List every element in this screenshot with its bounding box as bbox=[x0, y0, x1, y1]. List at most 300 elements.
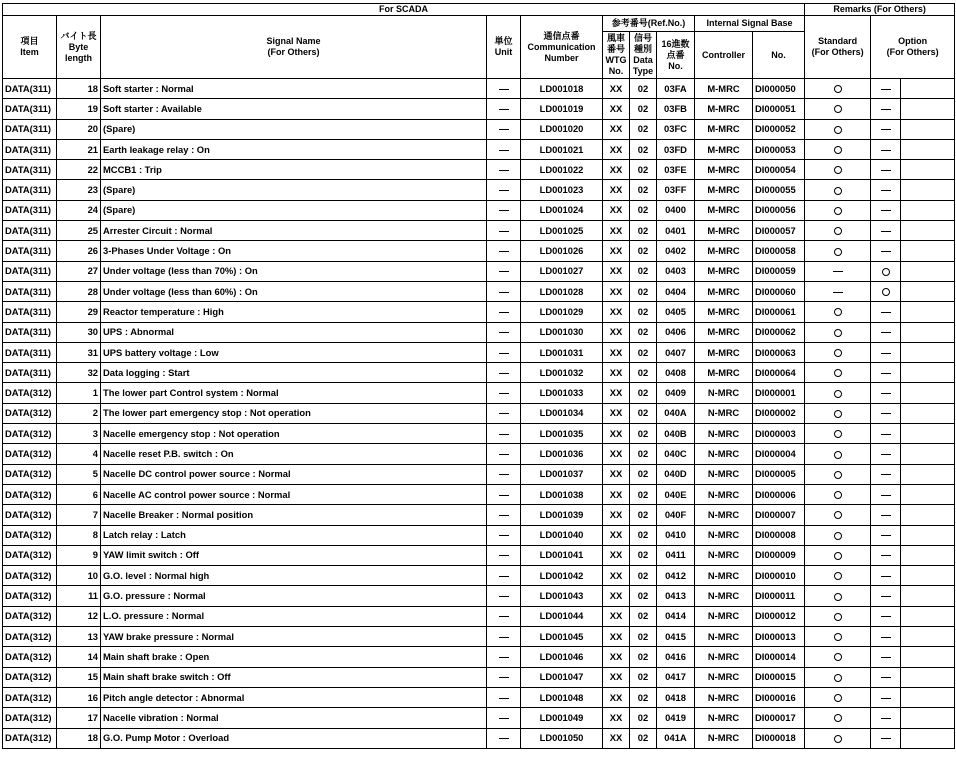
wtg-no-cell: XX bbox=[603, 322, 630, 342]
dash-mark-icon bbox=[881, 190, 891, 191]
table-body bbox=[3, 79, 955, 749]
unit-cell bbox=[487, 180, 521, 200]
hex-no-cell: 03FD bbox=[657, 139, 695, 159]
dash-mark-icon bbox=[499, 231, 509, 232]
table-row bbox=[3, 342, 955, 362]
communication-number-cell: LD001021 bbox=[521, 139, 603, 159]
hex-no-cell: 040A bbox=[657, 403, 695, 423]
hex-no-cell: 040B bbox=[657, 424, 695, 444]
signal-name-cell: The lower part emergency stop : Not operation bbox=[101, 403, 487, 423]
signal-name-cell: Latch relay : Latch bbox=[101, 525, 487, 545]
dash-mark-icon bbox=[881, 718, 891, 719]
item-cell: DATA(312) bbox=[3, 708, 57, 728]
ref-no-header: 参考番号(Ref.No.) bbox=[603, 16, 695, 32]
hex-no-cell: 03FF bbox=[657, 180, 695, 200]
circle-mark-icon bbox=[834, 572, 842, 580]
data-type-cell: 02 bbox=[630, 221, 657, 241]
controller-cell: N-MRC bbox=[695, 687, 753, 707]
controller-cell: N-MRC bbox=[695, 627, 753, 647]
byte-length-cell: 4 bbox=[57, 444, 101, 464]
option-cell bbox=[871, 464, 901, 484]
hex-no-cell: 040D bbox=[657, 464, 695, 484]
communication-number-cell: LD001046 bbox=[521, 647, 603, 667]
table-row bbox=[3, 261, 955, 281]
internal-no-cell: DI000005 bbox=[753, 464, 805, 484]
standard-cell bbox=[805, 160, 871, 180]
standard-cell bbox=[805, 241, 871, 261]
wtg-no-cell: XX bbox=[603, 505, 630, 525]
option-cell bbox=[871, 444, 901, 464]
standard-cell bbox=[805, 647, 871, 667]
signal-name-cell: YAW brake pressure : Normal bbox=[101, 627, 487, 647]
communication-number-cell: LD001029 bbox=[521, 302, 603, 322]
data-type-cell: 02 bbox=[630, 261, 657, 281]
unit-cell bbox=[487, 667, 521, 687]
item-cell: DATA(311) bbox=[3, 139, 57, 159]
signal-name-cell: Nacelle reset P.B. switch : On bbox=[101, 444, 487, 464]
internal-no-cell: DI000015 bbox=[753, 667, 805, 687]
option-cell bbox=[871, 728, 901, 748]
signal-name-cell: (Spare) bbox=[101, 200, 487, 220]
item-cell: DATA(311) bbox=[3, 261, 57, 281]
signal-name-cell: Arrester Circuit : Normal bbox=[101, 221, 487, 241]
circle-mark-icon bbox=[834, 166, 842, 174]
communication-number-cell: LD001023 bbox=[521, 180, 603, 200]
wtg-no-cell: XX bbox=[603, 241, 630, 261]
controller-cell: N-MRC bbox=[695, 444, 753, 464]
hex-no-cell: 040E bbox=[657, 484, 695, 504]
table-row bbox=[3, 505, 955, 525]
option-cell bbox=[871, 545, 901, 565]
data-type-cell: 02 bbox=[630, 302, 657, 322]
internal-no-cell: DI000009 bbox=[753, 545, 805, 565]
communication-number-cell: LD001043 bbox=[521, 586, 603, 606]
wtg-no-cell: XX bbox=[603, 200, 630, 220]
standard-cell bbox=[805, 119, 871, 139]
dash-mark-icon bbox=[499, 109, 509, 110]
for-scada-header: For SCADA bbox=[3, 4, 805, 16]
table-row bbox=[3, 160, 955, 180]
dash-mark-icon bbox=[881, 434, 891, 435]
standard-cell bbox=[805, 383, 871, 403]
controller-cell: M-MRC bbox=[695, 302, 753, 322]
data-type-cell: 02 bbox=[630, 342, 657, 362]
table-row bbox=[3, 363, 955, 383]
item-cell: DATA(311) bbox=[3, 160, 57, 180]
byte-length-cell: 7 bbox=[57, 505, 101, 525]
dash-mark-icon bbox=[499, 89, 509, 90]
option-extra-cell bbox=[901, 160, 955, 180]
communication-number-cell: LD001035 bbox=[521, 424, 603, 444]
controller-cell: M-MRC bbox=[695, 119, 753, 139]
data-type-cell: 02 bbox=[630, 627, 657, 647]
signal-list-table bbox=[2, 3, 955, 749]
signal-name-cell: UPS battery voltage : Low bbox=[101, 342, 487, 362]
internal-no-cell: DI000061 bbox=[753, 302, 805, 322]
table-row bbox=[3, 728, 955, 748]
unit-cell bbox=[487, 687, 521, 707]
unit-cell bbox=[487, 322, 521, 342]
hex-no-cell: 041A bbox=[657, 728, 695, 748]
wtg-no-cell: XX bbox=[603, 667, 630, 687]
option-extra-cell bbox=[901, 342, 955, 362]
standard-cell bbox=[805, 363, 871, 383]
data-type-cell: 02 bbox=[630, 281, 657, 301]
item-cell: DATA(312) bbox=[3, 545, 57, 565]
dash-mark-icon bbox=[881, 677, 891, 678]
wtg-no-cell: XX bbox=[603, 484, 630, 504]
dash-mark-icon bbox=[881, 89, 891, 90]
signal-name-cell: Reactor temperature : High bbox=[101, 302, 487, 322]
byte-length-cell: 6 bbox=[57, 484, 101, 504]
standard-cell bbox=[805, 322, 871, 342]
circle-mark-icon bbox=[834, 146, 842, 154]
internal-no-cell: DI000003 bbox=[753, 424, 805, 444]
dash-mark-icon bbox=[499, 698, 509, 699]
dash-mark-icon bbox=[499, 170, 509, 171]
option-extra-cell bbox=[901, 403, 955, 423]
option-cell bbox=[871, 708, 901, 728]
communication-number-cell: LD001044 bbox=[521, 606, 603, 626]
data-type-cell: 02 bbox=[630, 708, 657, 728]
standard-cell bbox=[805, 221, 871, 241]
item-cell: DATA(311) bbox=[3, 363, 57, 383]
internal-no-cell: DI000053 bbox=[753, 139, 805, 159]
standard-cell bbox=[805, 545, 871, 565]
option-cell bbox=[871, 200, 901, 220]
dash-mark-icon bbox=[881, 109, 891, 110]
signal-name-cell: Pitch angle detector : Abnormal bbox=[101, 687, 487, 707]
byte-length-cell: 24 bbox=[57, 200, 101, 220]
wtg-no-cell: XX bbox=[603, 160, 630, 180]
controller-cell: M-MRC bbox=[695, 363, 753, 383]
internal-no-cell: DI000058 bbox=[753, 241, 805, 261]
circle-mark-icon bbox=[834, 511, 842, 519]
hex-no-cell: 0400 bbox=[657, 200, 695, 220]
table-row bbox=[3, 79, 955, 99]
item-cell: DATA(311) bbox=[3, 342, 57, 362]
internal-no-cell: DI000057 bbox=[753, 221, 805, 241]
communication-number-cell: LD001050 bbox=[521, 728, 603, 748]
item-cell: DATA(312) bbox=[3, 444, 57, 464]
standard-cell bbox=[805, 708, 871, 728]
circle-mark-icon bbox=[834, 633, 842, 641]
internal-no-cell: DI000017 bbox=[753, 708, 805, 728]
byte-length-header: バイト長 Byte length bbox=[57, 16, 101, 79]
option-cell bbox=[871, 302, 901, 322]
standard-cell bbox=[805, 667, 871, 687]
circle-mark-icon bbox=[834, 227, 842, 235]
byte-length-cell: 8 bbox=[57, 525, 101, 545]
option-cell bbox=[871, 99, 901, 119]
hex-no-cell: 0408 bbox=[657, 363, 695, 383]
data-type-cell: 02 bbox=[630, 363, 657, 383]
unit-cell bbox=[487, 221, 521, 241]
dash-mark-icon bbox=[881, 251, 891, 252]
dash-mark-icon bbox=[881, 515, 891, 516]
controller-cell: M-MRC bbox=[695, 180, 753, 200]
communication-number-cell: LD001020 bbox=[521, 119, 603, 139]
unit-cell bbox=[487, 281, 521, 301]
circle-mark-icon bbox=[834, 714, 842, 722]
option-extra-cell bbox=[901, 647, 955, 667]
byte-length-cell: 17 bbox=[57, 708, 101, 728]
signal-name-cell: G.O. Pump Motor : Overload bbox=[101, 728, 487, 748]
signal-name-cell: Nacelle DC control power source : Normal bbox=[101, 464, 487, 484]
option-cell bbox=[871, 403, 901, 423]
internal-no-cell: DI000052 bbox=[753, 119, 805, 139]
hex-no-cell: 0418 bbox=[657, 687, 695, 707]
wtg-no-cell: XX bbox=[603, 79, 630, 99]
option-cell bbox=[871, 342, 901, 362]
standard-cell bbox=[805, 403, 871, 423]
option-extra-cell bbox=[901, 383, 955, 403]
controller-cell: N-MRC bbox=[695, 606, 753, 626]
dash-mark-icon bbox=[499, 616, 509, 617]
wtg-no-cell: XX bbox=[603, 221, 630, 241]
table-row bbox=[3, 403, 955, 423]
internal-no-cell: DI000008 bbox=[753, 525, 805, 545]
hex-no-cell: 0406 bbox=[657, 322, 695, 342]
option-cell bbox=[871, 180, 901, 200]
dash-mark-icon bbox=[499, 677, 509, 678]
unit-cell bbox=[487, 728, 521, 748]
dash-mark-icon bbox=[881, 474, 891, 475]
data-type-cell: 02 bbox=[630, 139, 657, 159]
item-cell: DATA(311) bbox=[3, 281, 57, 301]
circle-mark-icon bbox=[834, 85, 842, 93]
dash-mark-icon bbox=[881, 596, 891, 597]
wtg-no-cell: XX bbox=[603, 302, 630, 322]
standard-cell bbox=[805, 99, 871, 119]
controller-cell: N-MRC bbox=[695, 647, 753, 667]
option-extra-cell bbox=[901, 322, 955, 342]
data-type-cell: 02 bbox=[630, 99, 657, 119]
dash-mark-icon bbox=[833, 271, 843, 272]
dash-mark-icon bbox=[499, 271, 509, 272]
communication-number-cell: LD001039 bbox=[521, 505, 603, 525]
hex-no-cell: 0415 bbox=[657, 627, 695, 647]
controller-cell: N-MRC bbox=[695, 464, 753, 484]
dash-mark-icon bbox=[881, 413, 891, 414]
dash-mark-icon bbox=[881, 495, 891, 496]
wtg-no-cell: XX bbox=[603, 525, 630, 545]
circle-mark-icon bbox=[834, 105, 842, 113]
dash-mark-icon bbox=[499, 657, 509, 658]
option-extra-cell bbox=[901, 728, 955, 748]
signal-name-cell: Data logging : Start bbox=[101, 363, 487, 383]
circle-mark-icon bbox=[882, 288, 890, 296]
option-extra-cell bbox=[901, 79, 955, 99]
hex-no-cell: 0405 bbox=[657, 302, 695, 322]
dash-mark-icon bbox=[499, 190, 509, 191]
signal-name-cell: Nacelle emergency stop : Not operation bbox=[101, 424, 487, 444]
dash-mark-icon bbox=[499, 332, 509, 333]
circle-mark-icon bbox=[882, 268, 890, 276]
hex-no-cell: 0416 bbox=[657, 647, 695, 667]
unit-cell bbox=[487, 484, 521, 504]
item-cell: DATA(312) bbox=[3, 403, 57, 423]
communication-number-header: 通信点番 Communication Number bbox=[521, 16, 603, 79]
item-cell: DATA(312) bbox=[3, 484, 57, 504]
internal-no-cell: DI000004 bbox=[753, 444, 805, 464]
communication-number-cell: LD001022 bbox=[521, 160, 603, 180]
dash-mark-icon bbox=[881, 738, 891, 739]
option-cell bbox=[871, 139, 901, 159]
table-row bbox=[3, 586, 955, 606]
wtg-no-cell: XX bbox=[603, 342, 630, 362]
byte-length-cell: 5 bbox=[57, 464, 101, 484]
wtg-no-cell: XX bbox=[603, 119, 630, 139]
communication-number-cell: LD001048 bbox=[521, 687, 603, 707]
unit-cell bbox=[487, 79, 521, 99]
internal-no-cell: DI000064 bbox=[753, 363, 805, 383]
byte-length-cell: 2 bbox=[57, 403, 101, 423]
dash-mark-icon bbox=[499, 373, 509, 374]
dash-mark-icon bbox=[499, 413, 509, 414]
dash-mark-icon bbox=[499, 576, 509, 577]
item-cell: DATA(312) bbox=[3, 424, 57, 444]
unit-cell bbox=[487, 403, 521, 423]
wtg-no-cell: XX bbox=[603, 647, 630, 667]
dash-mark-icon bbox=[881, 454, 891, 455]
dash-mark-icon bbox=[881, 393, 891, 394]
standard-cell bbox=[805, 728, 871, 748]
option-cell bbox=[871, 687, 901, 707]
wtg-no-cell: XX bbox=[603, 444, 630, 464]
unit-cell bbox=[487, 505, 521, 525]
circle-mark-icon bbox=[834, 126, 842, 134]
circle-mark-icon bbox=[834, 248, 842, 256]
circle-mark-icon bbox=[834, 451, 842, 459]
unit-cell bbox=[487, 525, 521, 545]
table-row bbox=[3, 99, 955, 119]
item-cell: DATA(311) bbox=[3, 241, 57, 261]
dash-mark-icon bbox=[499, 312, 509, 313]
communication-number-cell: LD001018 bbox=[521, 79, 603, 99]
byte-length-cell: 12 bbox=[57, 606, 101, 626]
dash-mark-icon bbox=[881, 535, 891, 536]
table-row bbox=[3, 545, 955, 565]
unit-cell bbox=[487, 119, 521, 139]
internal-no-cell: DI000012 bbox=[753, 606, 805, 626]
internal-no-cell: DI000056 bbox=[753, 200, 805, 220]
signal-name-cell: Main shaft brake : Open bbox=[101, 647, 487, 667]
wtg-no-header: 風車 番号 WTG No. bbox=[603, 32, 630, 79]
byte-length-cell: 27 bbox=[57, 261, 101, 281]
option-extra-cell bbox=[901, 667, 955, 687]
item-cell: DATA(312) bbox=[3, 586, 57, 606]
table-row bbox=[3, 525, 955, 545]
hex-no-cell: 040F bbox=[657, 505, 695, 525]
communication-number-cell: LD001032 bbox=[521, 363, 603, 383]
table-header bbox=[3, 4, 955, 79]
controller-cell: N-MRC bbox=[695, 667, 753, 687]
unit-cell bbox=[487, 99, 521, 119]
signal-name-cell: G.O. pressure : Normal bbox=[101, 586, 487, 606]
table-row bbox=[3, 627, 955, 647]
controller-cell: N-MRC bbox=[695, 424, 753, 444]
standard-cell bbox=[805, 484, 871, 504]
circle-mark-icon bbox=[834, 410, 842, 418]
dash-mark-icon bbox=[881, 231, 891, 232]
internal-no-cell: DI000016 bbox=[753, 687, 805, 707]
item-cell: DATA(312) bbox=[3, 687, 57, 707]
circle-mark-icon bbox=[834, 491, 842, 499]
item-cell: DATA(312) bbox=[3, 505, 57, 525]
controller-cell: M-MRC bbox=[695, 281, 753, 301]
option-extra-cell bbox=[901, 200, 955, 220]
option-extra-cell bbox=[901, 99, 955, 119]
controller-cell: M-MRC bbox=[695, 200, 753, 220]
dash-mark-icon bbox=[881, 698, 891, 699]
communication-number-cell: LD001036 bbox=[521, 444, 603, 464]
communication-number-cell: LD001024 bbox=[521, 200, 603, 220]
controller-cell: M-MRC bbox=[695, 241, 753, 261]
signal-name-cell: Nacelle AC control power source : Normal bbox=[101, 484, 487, 504]
communication-number-cell: LD001033 bbox=[521, 383, 603, 403]
dash-mark-icon bbox=[833, 292, 843, 293]
data-type-cell: 02 bbox=[630, 241, 657, 261]
communication-number-cell: LD001045 bbox=[521, 627, 603, 647]
byte-length-cell: 30 bbox=[57, 322, 101, 342]
signal-name-cell: (Spare) bbox=[101, 119, 487, 139]
option-cell bbox=[871, 383, 901, 403]
data-type-cell: 02 bbox=[630, 383, 657, 403]
hex-no-cell: 0409 bbox=[657, 383, 695, 403]
internal-no-cell: DI000054 bbox=[753, 160, 805, 180]
internal-signal-base-header: Internal Signal Base bbox=[695, 16, 805, 32]
hex-no-cell: 03FA bbox=[657, 79, 695, 99]
table-row bbox=[3, 424, 955, 444]
data-type-cell: 02 bbox=[630, 667, 657, 687]
communication-number-cell: LD001037 bbox=[521, 464, 603, 484]
option-cell bbox=[871, 261, 901, 281]
controller-cell: N-MRC bbox=[695, 708, 753, 728]
controller-cell: N-MRC bbox=[695, 383, 753, 403]
byte-length-cell: 10 bbox=[57, 566, 101, 586]
data-type-cell: 02 bbox=[630, 505, 657, 525]
wtg-no-cell: XX bbox=[603, 363, 630, 383]
table-row bbox=[3, 444, 955, 464]
option-cell bbox=[871, 606, 901, 626]
table-row bbox=[3, 464, 955, 484]
option-cell bbox=[871, 281, 901, 301]
communication-number-cell: LD001031 bbox=[521, 342, 603, 362]
option-extra-cell bbox=[901, 525, 955, 545]
option-header: Option (For Others) bbox=[871, 16, 955, 79]
controller-cell: N-MRC bbox=[695, 728, 753, 748]
unit-cell bbox=[487, 383, 521, 403]
hex-no-cell: 0407 bbox=[657, 342, 695, 362]
dash-mark-icon bbox=[499, 210, 509, 211]
byte-length-cell: 13 bbox=[57, 627, 101, 647]
wtg-no-cell: XX bbox=[603, 545, 630, 565]
dash-mark-icon bbox=[499, 718, 509, 719]
dash-mark-icon bbox=[499, 515, 509, 516]
table-row bbox=[3, 281, 955, 301]
internal-no-cell: DI000013 bbox=[753, 627, 805, 647]
option-extra-cell bbox=[901, 119, 955, 139]
table-row bbox=[3, 241, 955, 261]
signal-name-cell: MCCB1 : Trip bbox=[101, 160, 487, 180]
table-row bbox=[3, 221, 955, 241]
wtg-no-cell: XX bbox=[603, 687, 630, 707]
data-type-cell: 02 bbox=[630, 545, 657, 565]
standard-cell bbox=[805, 464, 871, 484]
hex-no-cell: 0419 bbox=[657, 708, 695, 728]
byte-length-cell: 22 bbox=[57, 160, 101, 180]
